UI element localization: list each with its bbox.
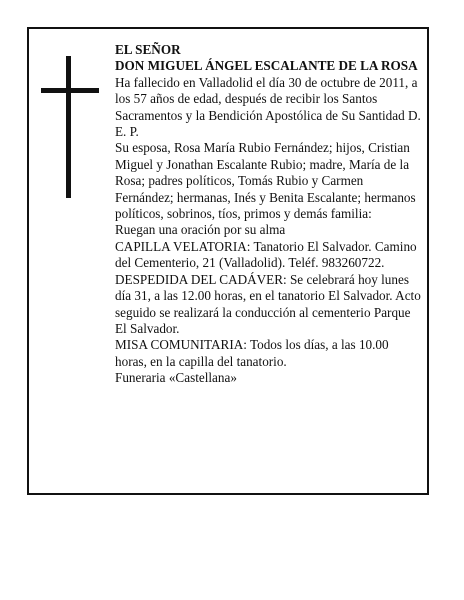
cross-icon xyxy=(41,56,99,198)
heading-line-1: EL SEÑOR xyxy=(115,42,181,57)
funeral-farewell-info: DESPEDIDA DEL CADÁVER: Se celebrará hoy lunes día 31, a las 12.00 horas, en el tanatorio El Salvador. Acto seguido se realizará la conducción al cementerio Parque El Salvador. xyxy=(115,271,421,336)
obituary-notice xyxy=(27,27,429,495)
funeral-home: Funeraria «Castellana» xyxy=(115,370,237,386)
death-announcement: Ha fallecido en Valladolid el día 30 de octubre de 2011, a los 57 años de edad, después de recibir los Santos Sacramentos y la Bendición Apostólica de Su Santidad D. E. P. xyxy=(115,74,421,140)
cross-horizontal-bar xyxy=(41,88,99,93)
community-mass-info: MISA COMUNITARIA: Todos los días, a las 10.00 horas, en la capilla del tanatorio. xyxy=(115,337,389,369)
wake-chapel-info: CAPILLA VELATORIA: Tanatorio El Salvador. Camino del Cementerio, 21 (Valladolid). Teléf. 983260722. xyxy=(115,238,417,271)
family-list: Su esposa, Rosa María Rubio Fernández; hijos, Cristian Miguel y Jonathan Escalante Rubio; madre, María de la Rosa; padres políticos, Tomás Rubio y Carmen Fernández; hermanas, Inés y Benita Escalante; hermanos políticos, sobrinos, tíos, primos y demás familia: xyxy=(115,140,416,222)
heading-line-2: DON MIGUEL ÁNGEL ESCALANTE DE LA ROSA xyxy=(115,58,418,74)
cross-vertical-bar xyxy=(66,56,71,198)
notice-text xyxy=(115,42,423,387)
prayer-request: Ruegan una oración por su alma xyxy=(115,222,286,238)
